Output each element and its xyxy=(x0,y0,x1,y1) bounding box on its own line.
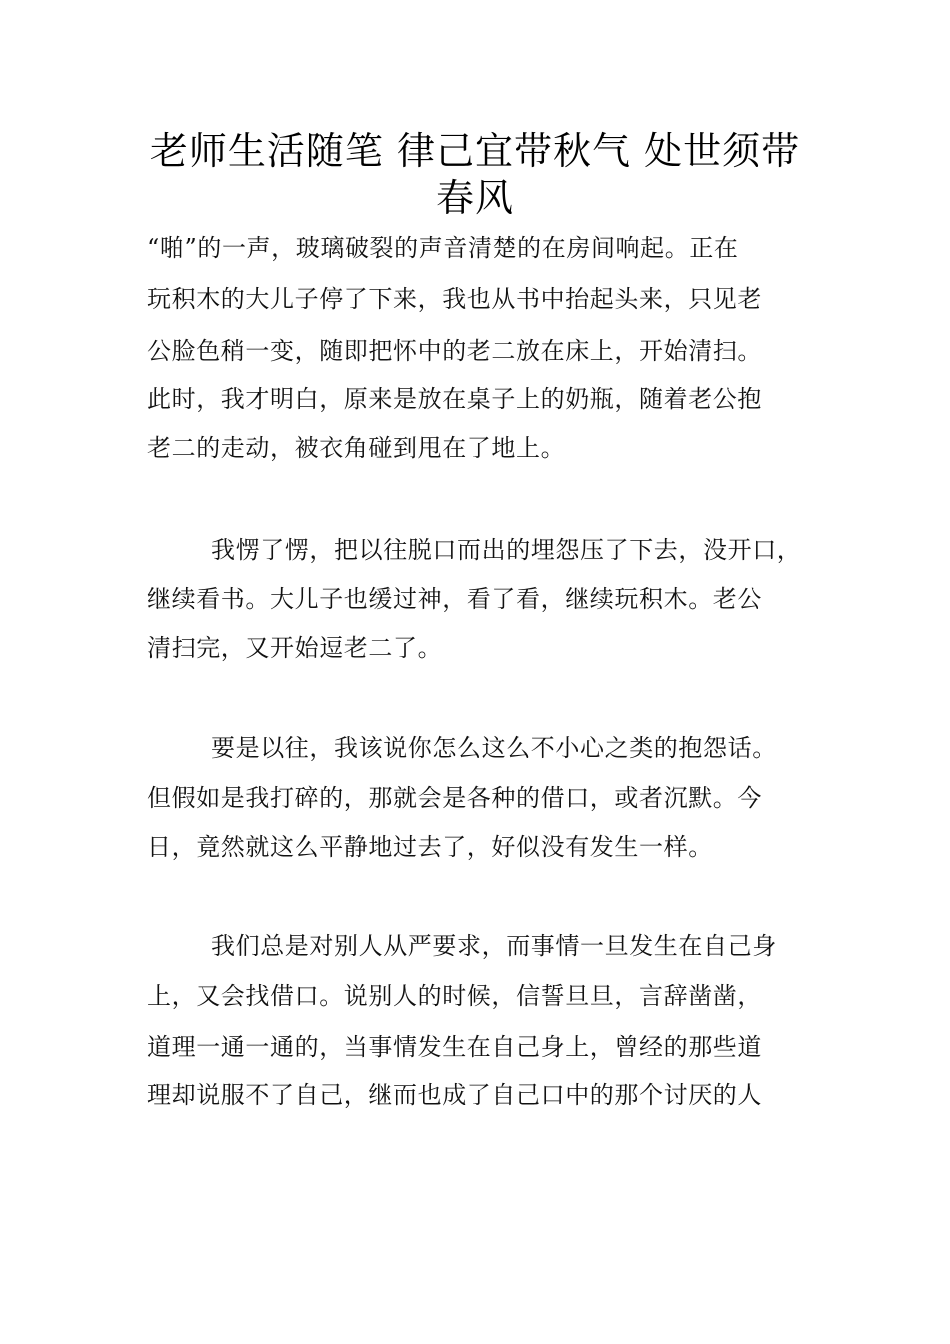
paragraph-line: 老二的走动，被衣角碰到甩在了地上。 xyxy=(147,434,566,462)
paragraph-line: 我们总是对别人从严要求，而事情一旦发生在自己身 xyxy=(211,932,777,960)
paragraph-line: 理却说服不了自己，继而也成了自己口中的那个讨厌的人 xyxy=(147,1081,762,1109)
paragraph-line: 此时，我才明白，原来是放在桌子上的奶瓶，随着老公抱 xyxy=(147,385,762,413)
document-title xyxy=(140,128,810,222)
title-line-1: 老师生活随笔 律己宜带秋气 处世须带 xyxy=(149,129,801,173)
paragraph-line: 上，又会找借口。说别人的时候，信誓旦旦，言辞凿凿， xyxy=(147,982,762,1010)
paragraph-line: 我愣了愣，把以往脱口而出的埋怨压了下去，没开口， xyxy=(211,536,802,564)
paragraph-line: 清扫完，又开始逗老二了。 xyxy=(147,634,443,662)
paragraph-line: “啪”的一声，玻璃破裂的声音清楚的在房间响起。正在 xyxy=(147,234,739,262)
paragraph-line: 但假如是我打碎的，那就会是各种的借口，或者沉默。今 xyxy=(147,784,762,812)
paragraph-line: 日，竟然就这么平静地过去了，好似没有发生一样。 xyxy=(147,833,713,861)
paragraph-line: 要是以往，我该说你怎么这么不小心之类的抱怨话。 xyxy=(211,734,777,762)
paragraph-line: 继续看书。大儿子也缓过神，看了看，继续玩积木。老公 xyxy=(147,585,762,613)
paragraph-line: 公脸色稍一变，随即把怀中的老二放在床上，开始清扫。 xyxy=(147,337,762,365)
title-line-2: 春风 xyxy=(435,176,514,220)
paragraph-line: 玩积木的大儿子停了下来，我也从书中抬起头来，只见老 xyxy=(147,285,762,313)
paragraph-line: 道理一通一通的，当事情发生在自己身上，曾经的那些道 xyxy=(147,1033,762,1061)
